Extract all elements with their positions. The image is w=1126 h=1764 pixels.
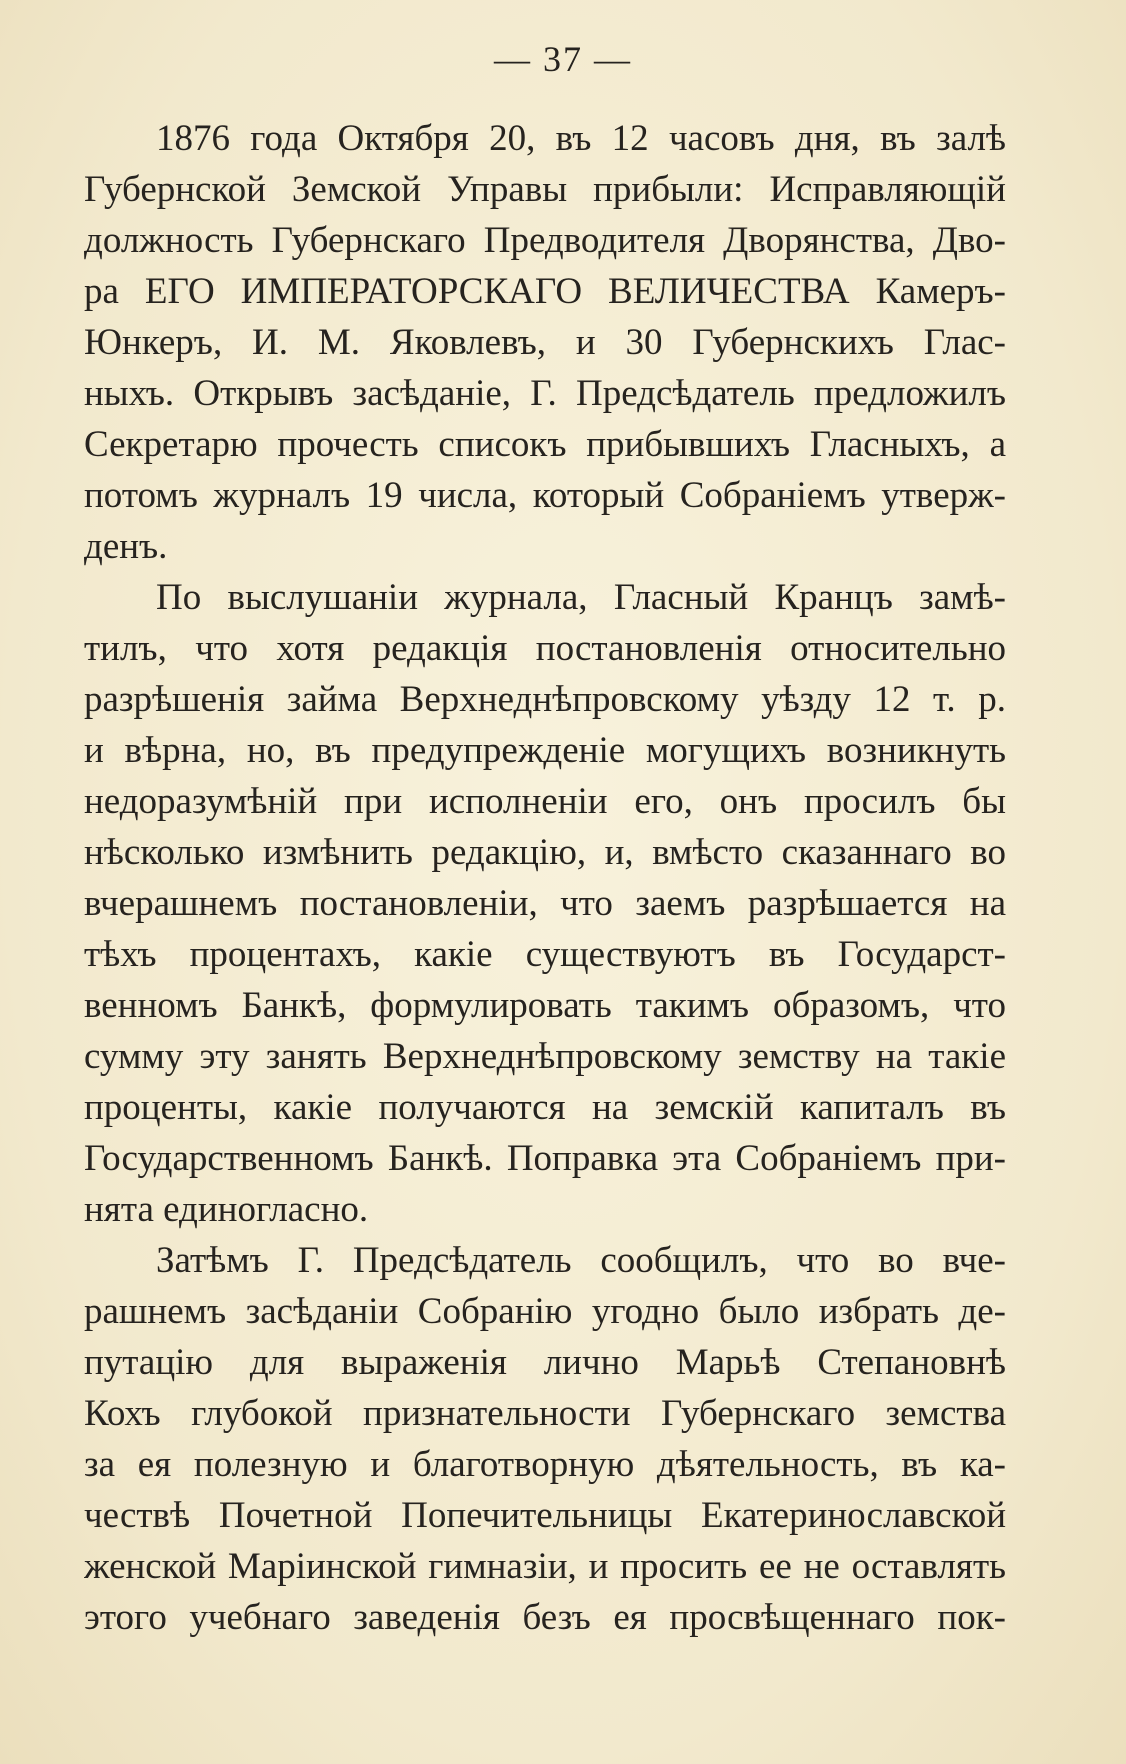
text-line: этого учебнаго заведенія безъ ея просвѣщеннаго пок- bbox=[84, 1597, 1006, 1638]
text-line: ныхъ. Открывъ засѣданіе, Г. Предсѣдатель предложилъ bbox=[84, 373, 1006, 414]
text-line: Государственномъ Банкѣ. Поправка эта Собраніемъ при- bbox=[84, 1138, 1006, 1179]
text-line: Кохъ глубокой признательности Губернскаго земства bbox=[84, 1393, 1006, 1434]
page-number: — 37 — bbox=[494, 39, 632, 79]
text-line: венномъ Банкѣ, формулировать такимъ образомъ, что bbox=[84, 985, 1006, 1026]
text-line: и вѣрна, но, въ предупрежденіе могущихъ возникнуть bbox=[84, 730, 1006, 771]
text-line: тилъ, что хотя редакція постановленія относительно bbox=[84, 628, 1006, 669]
text-line: сумму эту занять Верхнеднѣпровскому земству на такіе bbox=[84, 1036, 1006, 1077]
text-line: рашнемъ засѣданіи Собранію угодно было избрать де- bbox=[84, 1291, 1006, 1332]
text-line: женской Маріинской гимназіи, и просить ее не оставлять bbox=[84, 1546, 1006, 1587]
text-line: денъ. bbox=[84, 526, 168, 567]
text-line: недоразумѣній при исполненіи его, онъ просилъ бы bbox=[84, 781, 1006, 822]
text-line: вчерашнемъ постановленіи, что заемъ разрѣшается на bbox=[84, 883, 1006, 924]
text-line: Секретарю прочесть списокъ прибывшихъ Гласныхъ, а bbox=[84, 424, 1006, 465]
text-line: тѣхъ процентахъ, какіе существуютъ въ Государст- bbox=[84, 934, 1006, 975]
text-line: ра ЕГО ИМПЕРАТОРСКАГО ВЕЛИЧЕСТВА Камеръ- bbox=[84, 271, 1006, 312]
text-line: за ея полезную и благотворную дѣятельность, въ ка- bbox=[84, 1444, 1006, 1485]
body-text bbox=[84, 113, 1006, 1643]
text-line: чествѣ Почетной Попечительницы Екатеринославской bbox=[84, 1495, 1006, 1536]
text-line: Затѣмъ Г. Предсѣдатель сообщилъ, что во вче- bbox=[156, 1240, 1006, 1281]
text-line: 1876 года Октября 20, въ 12 часовъ дня, въ залѣ bbox=[156, 118, 1006, 159]
text-line: проценты, какіе получаются на земскій капиталъ въ bbox=[84, 1087, 1006, 1128]
text-line: нята единогласно. bbox=[84, 1189, 369, 1230]
text-line: путацію для выраженія лично Марьѣ Степановнѣ bbox=[84, 1342, 1006, 1383]
text-line: должность Губернскаго Предводителя Дворянства, Дво- bbox=[84, 220, 1006, 261]
text-line: Юнкеръ, И. М. Яковлевъ, и 30 Губернскихъ Глас- bbox=[84, 322, 1006, 363]
text-line: потомъ журналъ 19 числа, который Собраніемъ утверж- bbox=[84, 475, 1006, 516]
text-line: По выслушаніи журнала, Гласный Кранцъ замѣ- bbox=[156, 577, 1006, 618]
text-line: Губернской Земской Управы прибыли: Исправляющій bbox=[84, 169, 1006, 210]
text-line: разрѣшенія займа Верхнеднѣпровскому уѣзду 12 т. р. bbox=[84, 679, 1006, 720]
text-line: нѣсколько измѣнить редакцію, и, вмѣсто сказаннаго во bbox=[84, 832, 1006, 873]
